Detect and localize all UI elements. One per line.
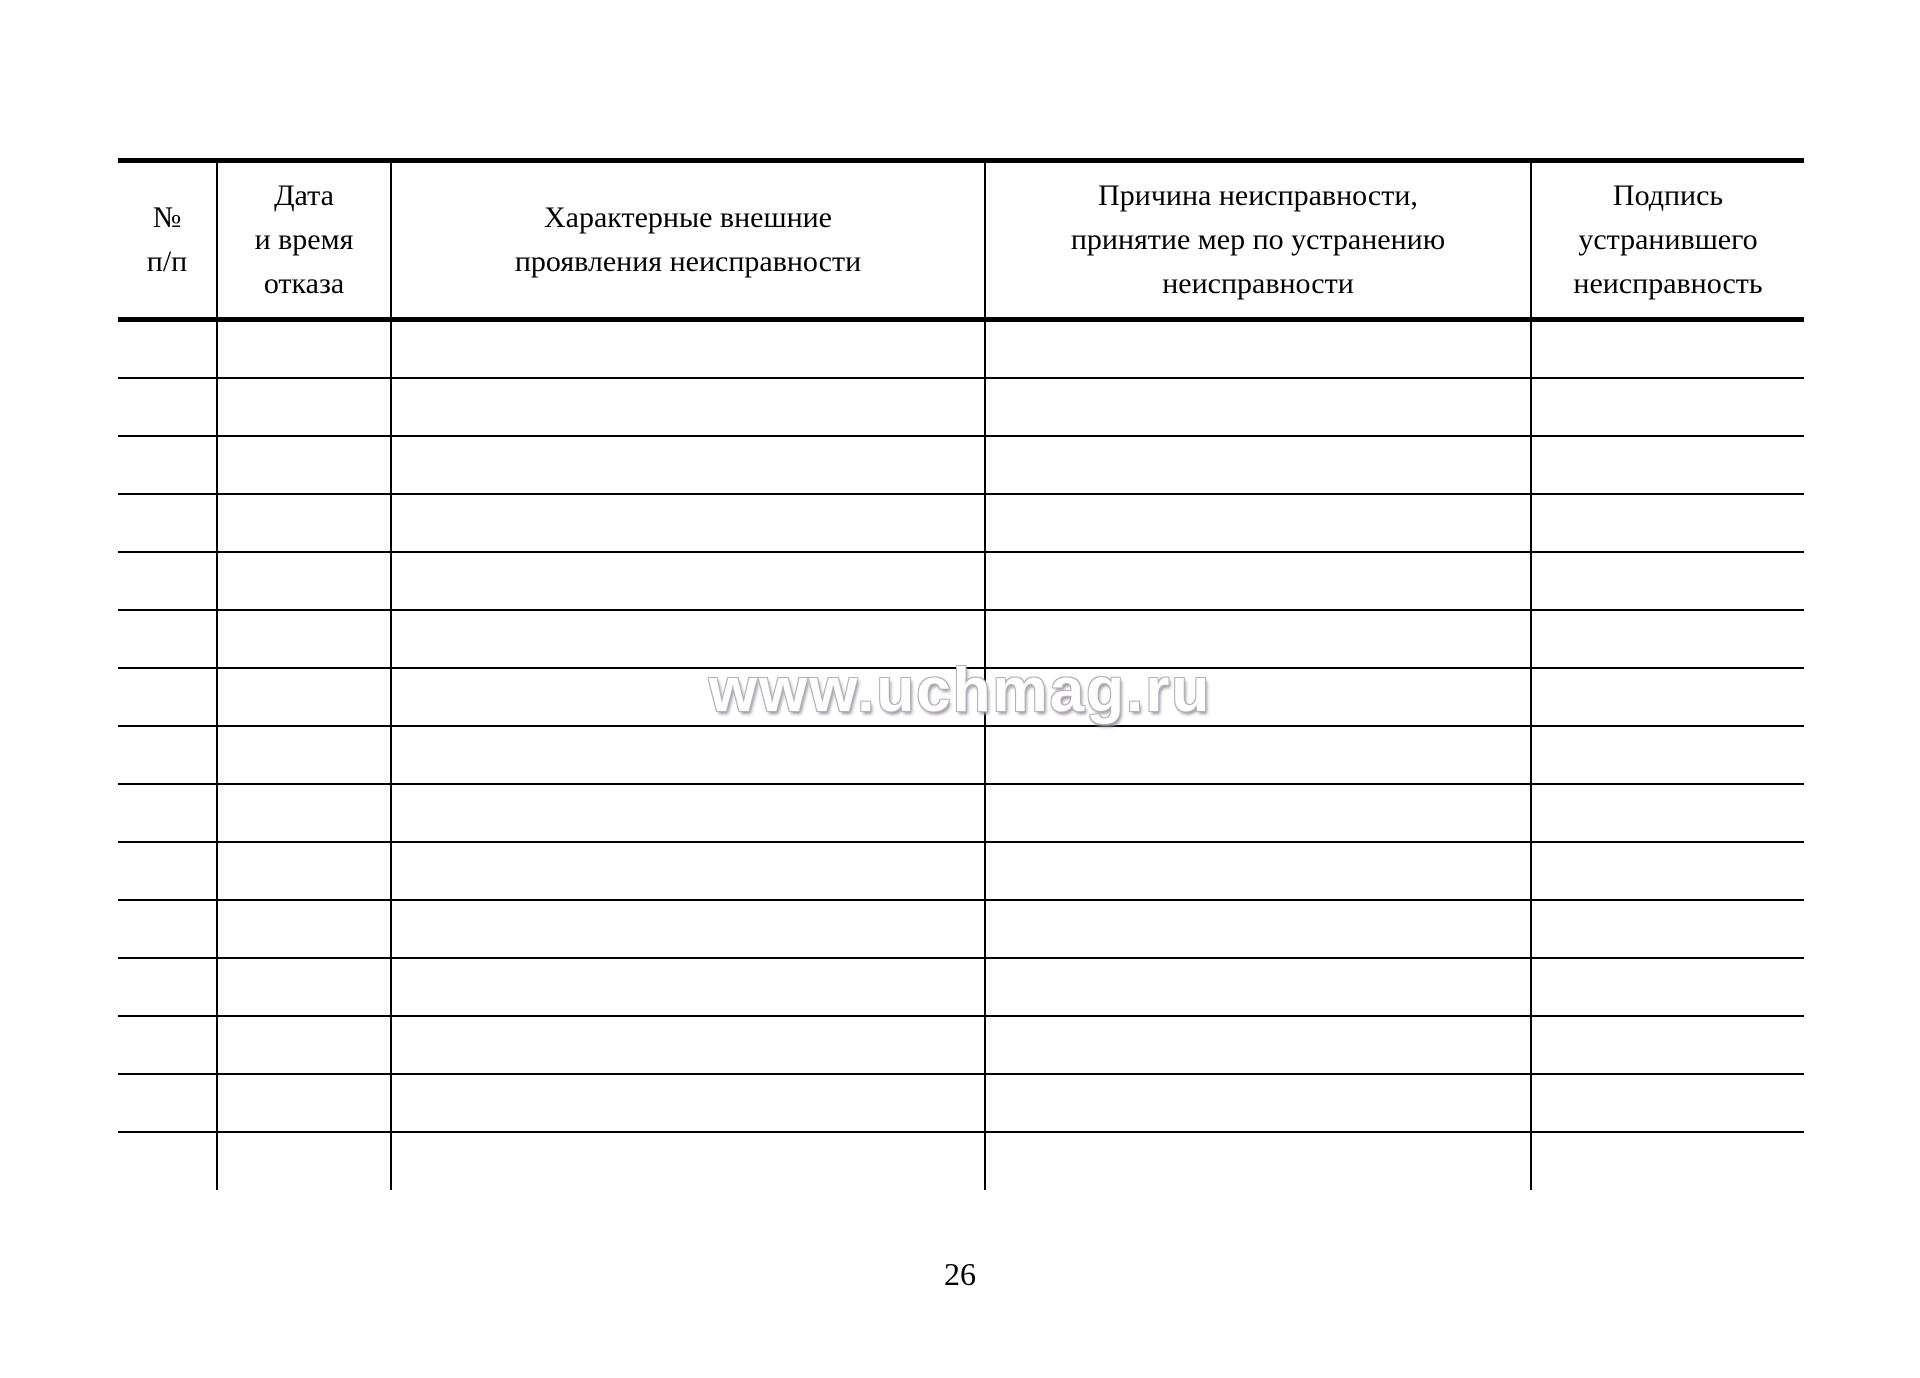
cell-symptoms (391, 900, 985, 958)
cell-signature (1531, 1132, 1804, 1190)
table-row (118, 1074, 1804, 1132)
cell-cause-and-fix (985, 958, 1531, 1016)
cell-date-time (217, 320, 391, 378)
cell-date-time (217, 842, 391, 900)
cell-cause-and-fix (985, 842, 1531, 900)
cell-cause-and-fix (985, 320, 1531, 378)
table-row (118, 958, 1804, 1016)
cell-number (118, 552, 217, 610)
cell-symptoms (391, 726, 985, 784)
cell-date-time (217, 958, 391, 1016)
cell-symptoms (391, 958, 985, 1016)
cell-date-time (217, 726, 391, 784)
header-row (118, 161, 1804, 320)
cell-signature (1531, 1074, 1804, 1132)
cell-signature (1531, 784, 1804, 842)
table-row (118, 610, 1804, 668)
cell-signature (1531, 494, 1804, 552)
cell-date-time (217, 1074, 391, 1132)
cell-symptoms (391, 668, 985, 726)
cell-date-time (217, 668, 391, 726)
cell-number (118, 900, 217, 958)
header-date-time: Дата и время отказа (217, 161, 391, 320)
table-body (118, 320, 1804, 1190)
table-row (118, 1016, 1804, 1074)
cell-number (118, 726, 217, 784)
table-row (118, 378, 1804, 436)
table-row (118, 494, 1804, 552)
cell-symptoms (391, 1132, 985, 1190)
cell-number (118, 494, 217, 552)
cell-symptoms (391, 552, 985, 610)
cell-cause-and-fix (985, 1132, 1531, 1190)
cell-number (118, 1016, 217, 1074)
cell-signature (1531, 436, 1804, 494)
cell-cause-and-fix (985, 784, 1531, 842)
cell-signature (1531, 1016, 1804, 1074)
cell-cause-and-fix (985, 436, 1531, 494)
cell-signature (1531, 668, 1804, 726)
cell-symptoms (391, 1074, 985, 1132)
cell-number (118, 668, 217, 726)
cell-date-time (217, 900, 391, 958)
cell-number (118, 1132, 217, 1190)
cell-symptoms (391, 494, 985, 552)
cell-cause-and-fix (985, 668, 1531, 726)
header-signature: Подпись устранившего неисправность (1531, 161, 1804, 320)
cell-symptoms (391, 842, 985, 900)
cell-signature (1531, 900, 1804, 958)
cell-cause-and-fix (985, 726, 1531, 784)
cell-signature (1531, 378, 1804, 436)
header-cause-and-fix: Причина неисправности, принятие мер по устранению неисправности (985, 161, 1531, 320)
cell-cause-and-fix (985, 494, 1531, 552)
cell-symptoms (391, 320, 985, 378)
cell-symptoms (391, 610, 985, 668)
cell-cause-and-fix (985, 900, 1531, 958)
cell-number (118, 784, 217, 842)
watermark: www.uchmag.ru (708, 656, 1212, 725)
cell-signature (1531, 842, 1804, 900)
cell-signature (1531, 610, 1804, 668)
table-row (118, 1132, 1804, 1190)
cell-signature (1531, 726, 1804, 784)
cell-date-time (217, 552, 391, 610)
cell-signature (1531, 958, 1804, 1016)
cell-date-time (217, 610, 391, 668)
cell-date-time (217, 784, 391, 842)
cell-number (118, 1074, 217, 1132)
malfunction-log-table (118, 158, 1804, 1190)
cell-number (118, 958, 217, 1016)
table-row (118, 320, 1804, 378)
cell-number (118, 320, 217, 378)
cell-date-time (217, 494, 391, 552)
cell-signature (1531, 320, 1804, 378)
table-row (118, 436, 1804, 494)
cell-date-time (217, 436, 391, 494)
cell-cause-and-fix (985, 552, 1531, 610)
cell-symptoms (391, 1016, 985, 1074)
cell-symptoms (391, 784, 985, 842)
cell-date-time (217, 1016, 391, 1074)
table-row (118, 726, 1804, 784)
cell-cause-and-fix (985, 1016, 1531, 1074)
cell-signature (1531, 552, 1804, 610)
cell-cause-and-fix (985, 1074, 1531, 1132)
cell-number (118, 842, 217, 900)
cell-number (118, 610, 217, 668)
cell-cause-and-fix (985, 378, 1531, 436)
table-row (118, 552, 1804, 610)
cell-cause-and-fix (985, 610, 1531, 668)
cell-date-time (217, 378, 391, 436)
header-number: № п/п (118, 161, 217, 320)
cell-symptoms (391, 378, 985, 436)
table-row (118, 842, 1804, 900)
table-row (118, 668, 1804, 726)
table-row (118, 900, 1804, 958)
cell-number (118, 436, 217, 494)
cell-number (118, 378, 217, 436)
table-header (118, 161, 1804, 320)
page-number: 26 (944, 1256, 976, 1292)
cell-date-time (217, 1132, 391, 1190)
header-symptoms: Характерные внешние проявления неисправности (391, 161, 985, 320)
table-row (118, 784, 1804, 842)
cell-symptoms (391, 436, 985, 494)
